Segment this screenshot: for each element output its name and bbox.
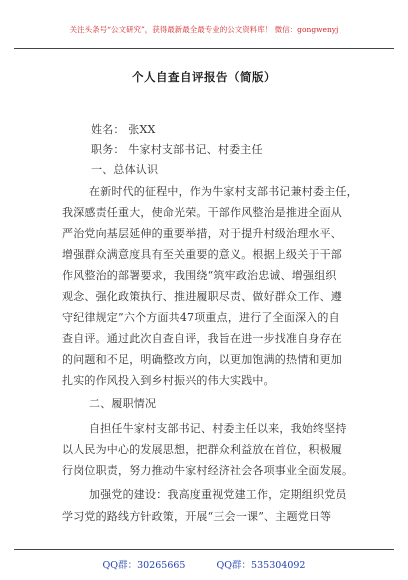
- footer-divider: [14, 549, 394, 550]
- body-line: 查自评。通过此次自查自评，我旨在进一步找准自身存在: [62, 332, 342, 345]
- name-line: 姓名： 张XX: [91, 123, 156, 136]
- header-promo-text: 关注头条号“公文研究”，获得最新最全最专业的公文资料库！ 微信：gongwenyj: [69, 25, 339, 34]
- body-line: 守纪律规定”六个方面共47项重点，进行了全面深入的自: [62, 311, 340, 324]
- document-title: 个人自查自评报告（简版）: [132, 70, 276, 84]
- header-divider: [14, 48, 394, 49]
- body-line: 在新时代的征程中，作为牛家村支部书记兼村委主任，: [89, 185, 358, 198]
- body-line: 的问题和不足，明确整改方向，以更加饱满的热情和更加: [62, 353, 342, 366]
- qq-group-2: QQ群：535304092: [216, 560, 306, 571]
- body-line: 严治党向基层延伸的重要举措，对于提升村级治理水平、: [62, 227, 342, 240]
- section-heading-1: 一、总体认识: [91, 163, 159, 176]
- body-line: 加强党的建设：我高度重视党建工作，定期组织党员: [89, 488, 347, 501]
- body-line: 作风整治的部署要求，我围绕“筑牢政治忠诚、增强组织: [62, 269, 337, 282]
- body-line: 以人民为中心的发展思想，把群众利益放在首位，积极履: [62, 443, 342, 456]
- body-line: 学习党的路线方针政策，开展“三会一课”、主题党日等: [62, 510, 332, 523]
- body-line: 自担任牛家村支部书记、村委主任以来，我始终坚持: [89, 422, 347, 435]
- body-line: 行岗位职责，努力推动牛家村经济社会各项事业全面发展。: [62, 464, 354, 477]
- section-heading-2: 二、履职情况: [89, 397, 157, 410]
- footer-contact: [0, 557, 408, 571]
- body-line: 扎实的作风投入到乡村振兴的伟大实践中。: [62, 374, 275, 387]
- body-line: 观念、强化政策执行、推进履职尽责、做好群众工作、遵: [62, 290, 342, 303]
- qq-group-1: QQ群：30265665: [102, 560, 186, 571]
- body-line: 我深感责任重大，使命光荣。干部作风整治是推进全面从: [62, 206, 342, 219]
- position-line: 职务： 牛家村支部书记、村委主任: [91, 143, 263, 156]
- body-line: 增强群众满意度具有至关重要的意义。根据上级关于干部: [62, 248, 342, 261]
